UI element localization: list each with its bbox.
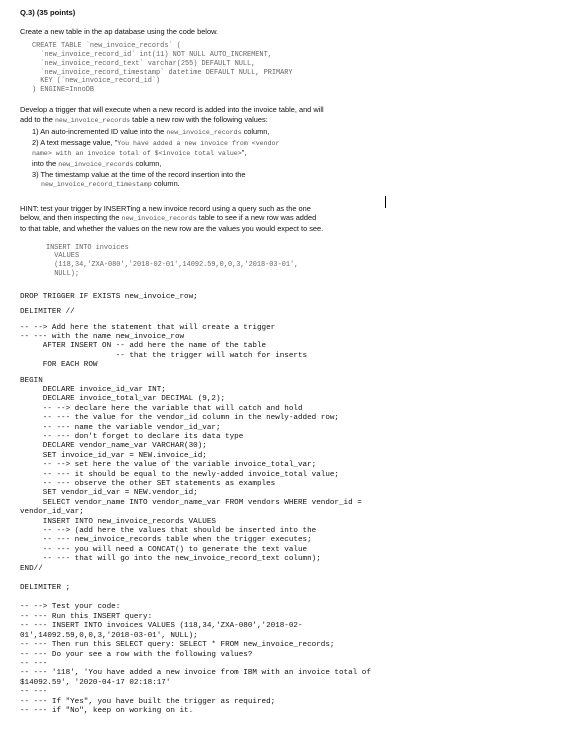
code-line: -- --- '118', 'You have added a new invoice from IBM with an invoice total of	[20, 669, 371, 678]
code-line: INSERT INTO new_invoice_records VALUES	[20, 517, 216, 526]
values-list	[32, 127, 568, 190]
code-line: CREATE TABLE `new_invoice_records` (	[32, 42, 181, 51]
text: table to see if a new row was added	[196, 213, 317, 223]
code-line: SELECT vendor_name INTO vendor_name_var FROM vendors WHERE vendor_id =	[20, 498, 362, 507]
code-line: -- --> Add here the statement that will create a trigger	[20, 323, 276, 332]
delimiter-line: DELIMITER ;	[20, 584, 71, 593]
create-table-code	[32, 42, 568, 95]
list-item-continuation	[32, 159, 568, 170]
code-line: -- --> (add here the values that should be inserted into the	[20, 527, 317, 536]
code-line: INSERT INTO invoices	[46, 243, 129, 252]
code-line: BEGIN	[20, 376, 43, 385]
code-line: KEY (`new_invoice_record_id`)	[32, 77, 161, 86]
inline-code: new_invoice_records	[121, 215, 197, 223]
hint-line	[20, 213, 568, 224]
code-line: `new_invoice_record_timestamp` datetime DEFAULT NULL, PRIMARY	[32, 68, 293, 77]
intro-text: Create a new table in the ap database using the code below.	[20, 26, 219, 36]
code-line: -- --- with the name new_invoice_row	[20, 332, 185, 341]
text: add to the	[20, 114, 55, 124]
text: table a new row with the following values:	[130, 114, 268, 124]
inline-code: new_invoice_record_timestamp	[41, 181, 152, 189]
code-line: DECLARE invoice_id_var INT;	[20, 385, 166, 394]
code-line: -- --- Run this INSERT query:	[20, 612, 153, 621]
task-line: Develop a trigger that will execute when a new record is added into the invoice table, and will	[20, 104, 324, 114]
code-line: -- --- If "Yes", you have built the trigger as required;	[20, 697, 276, 706]
code-line: -- --- that will go into the new_invoice_record_text column);	[20, 555, 321, 564]
hint-text	[20, 204, 568, 234]
list-item: 3) The timestamp value at the time of the record insertion into the	[32, 169, 246, 179]
code-line: -- --- new_invoice_records table when the trigger executes;	[20, 536, 312, 545]
hint-line: to that table, and whether the values on the new row are the values you would expect to see.	[20, 223, 324, 233]
inline-code: You have added a new invoice from <vendor	[117, 139, 280, 147]
code-line: -- --- if "No", keep on working on it.	[20, 706, 194, 715]
code-line: -- --- name the variable vendor_id_var;	[20, 423, 221, 432]
insert-example-code	[46, 244, 568, 279]
code-line: DECLARE invoice_total_var DECIMAL (9,2);	[20, 395, 226, 404]
code-line: -- --- Then run this SELECT query: SELECT * FROM new_invoice_records;	[20, 641, 335, 650]
inline-code: new_invoice_records	[58, 160, 134, 168]
text: column,	[241, 127, 270, 137]
code-line: -- --> declare here the variable that will catch and hold	[20, 404, 303, 413]
text: 1) An auto-incremented ID value into the	[32, 127, 167, 137]
code-line: -- ---	[20, 688, 48, 697]
list-item	[32, 138, 568, 149]
code-line: VALUES	[46, 252, 80, 261]
code-line: NULL);	[46, 269, 80, 278]
text: into the	[32, 158, 59, 168]
code-line: DECLARE vendor_name_var VARCHAR(30);	[20, 442, 207, 451]
inline-code: name> with an invoice total of $<invoice total value>	[32, 150, 242, 158]
code-line: ) ENGINE=InnoDB	[32, 86, 95, 95]
code-line: -- --- observe the other SET statements as examples	[20, 480, 276, 488]
document-page	[20, 8, 568, 716]
task-text	[20, 105, 568, 125]
code-line: -- --- it should be equal to the newly-added invoice_total value;	[20, 470, 339, 479]
text: column.	[151, 179, 180, 189]
code-line: -- --- INSERT INTO invoices VALUES (118,34,'ZXA-080','2018-02-	[20, 622, 303, 631]
code-line: 01',14092.59,0,0,3,'2018-03-01', NULL);	[20, 631, 198, 640]
question-title: Q.3) (35 points)	[20, 8, 76, 17]
task-line	[20, 115, 568, 126]
hint-line: HINT: test your trigger by INSERTing a new invoice record using a query such as the one	[20, 203, 311, 213]
code-line: -- --> set here the value of the variable invoice_total_var;	[20, 461, 317, 470]
delimiter-line: DELIMITER //	[20, 308, 75, 317]
text: 2) A text message value, "	[32, 137, 118, 147]
code-line: -- ---	[20, 659, 48, 668]
list-item	[32, 127, 568, 138]
code-line: vendor_id_var;	[20, 508, 84, 517]
text: below, and then inspecting the	[20, 213, 122, 223]
code-line: -- --- the value for the vendor_id column in the newly-added row;	[20, 414, 339, 423]
code-line: -- --> Test your code:	[20, 603, 121, 612]
code-line: $14092.59', '2020-04-17 02:18:17'	[20, 678, 171, 687]
code-line: `new_invoice_record_text` varchar(255) DEFAULT NULL,	[32, 59, 256, 68]
code-line: FOR EACH ROW	[20, 361, 98, 370]
list-item-continuation	[32, 148, 568, 159]
code-line: -- --- you will need a CONCAT() to generate the text value	[20, 545, 308, 554]
inline-code: new_invoice_records	[54, 116, 131, 124]
list-item-continuation	[41, 179, 568, 190]
text: column,	[133, 158, 162, 168]
code-line: SET invoice_id_var = NEW.invoice_id;	[20, 451, 207, 460]
code-line: END//	[20, 564, 43, 573]
code-line: (118,34,'ZXA-080','2018-02-01',14092.59,0,0,3,'2018-03-01',	[46, 261, 299, 270]
inline-code: new_invoice_records	[166, 129, 242, 137]
code-line: `new_invoice_record_id` int(11) NOT NULL AUTO_INCREMENT,	[32, 50, 272, 59]
code-line: AFTER INSERT ON -- add here the name of the table	[20, 342, 267, 351]
code-line: -- --- Do your see a row with the following values?	[20, 650, 253, 659]
drop-trigger-line: DROP TRIGGER IF EXISTS new_invoice_row;	[20, 292, 198, 301]
sql-script	[20, 293, 568, 717]
code-line: -- that the trigger will watch for inserts	[20, 351, 308, 360]
text: ",	[241, 148, 247, 158]
text-cursor	[385, 196, 386, 208]
code-line: -- --- don't forget to declare its data type	[20, 432, 244, 441]
code-line: SET vendor_id_var = NEW.vendor_id;	[20, 489, 198, 498]
